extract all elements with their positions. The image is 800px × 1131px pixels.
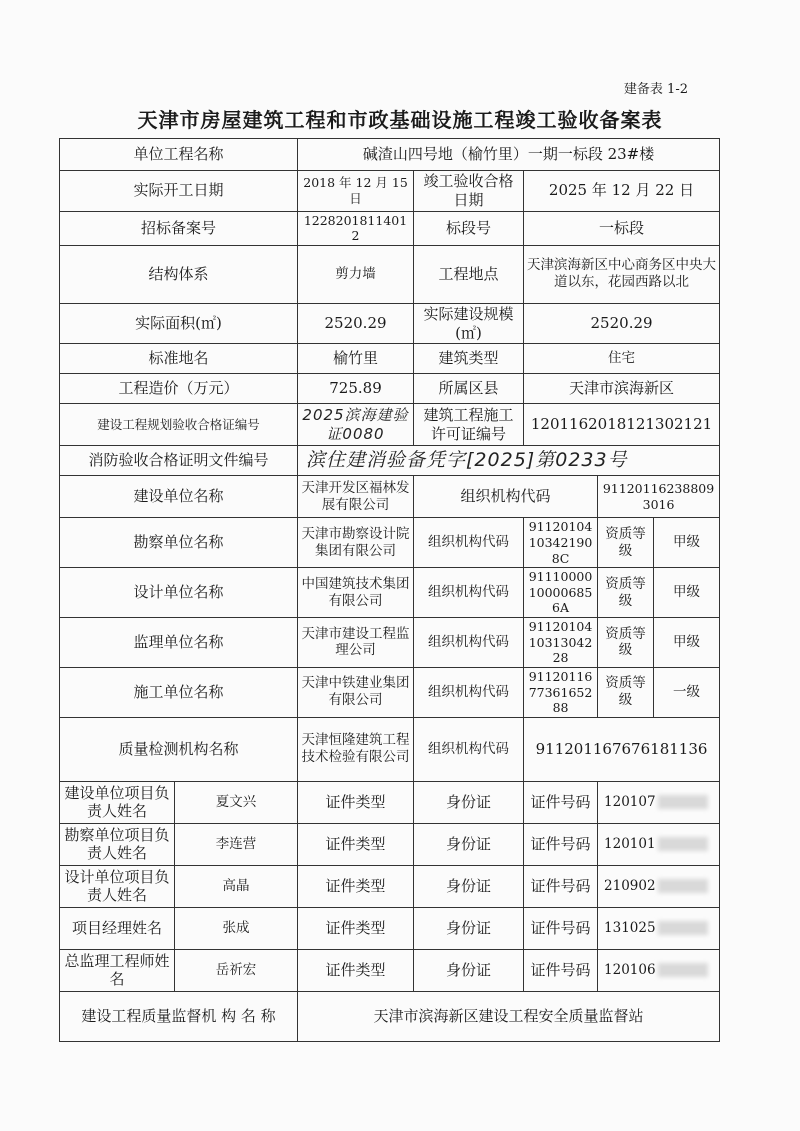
org-name: 中国建筑技术集团有限公司	[298, 568, 414, 618]
qual-grade-label: 资质等级	[598, 618, 654, 668]
id-no-label: 证件号码	[524, 823, 598, 865]
label-cost: 工程造价（万元）	[60, 374, 298, 404]
id-type-label: 证件类型	[298, 823, 414, 865]
org-name: 天津开发区福林发展有限公司	[298, 476, 414, 518]
label-building-type: 建筑类型	[414, 344, 524, 374]
org-name: 天津市勘察设计院集团有限公司	[298, 518, 414, 568]
row-unit-project	[60, 139, 720, 171]
qual-grade: 甲级	[654, 518, 720, 568]
id-prefix: 120101	[604, 835, 656, 852]
row-tender	[60, 211, 720, 245]
row-fire-cert	[60, 446, 720, 476]
row-cost	[60, 374, 720, 404]
value-cost: 725.89	[298, 374, 414, 404]
value-area: 2520.29	[298, 303, 414, 344]
org-name: 天津市建设工程监理公司	[298, 618, 414, 668]
org-code-label: 组织机构代码	[414, 518, 524, 568]
org-code: 911201167736165288	[524, 667, 598, 717]
person-role: 设计单位项目负责人姓名	[60, 865, 175, 907]
value-section-no: 一标段	[524, 211, 720, 245]
redacted-blur	[658, 879, 708, 893]
label-structure: 结构体系	[60, 245, 298, 303]
org-name: 天津中铁建业集团有限公司	[298, 667, 414, 717]
org-code: 911201041031304228	[524, 618, 598, 668]
org-name: 天津恒隆建筑工程技术检验有限公司	[298, 717, 414, 781]
id-no-value	[598, 949, 720, 991]
qual-grade: 甲级	[654, 568, 720, 618]
id-type-value: 身份证	[414, 781, 524, 823]
row-org-supervision	[60, 618, 720, 668]
org-code: 91110000100006856A	[524, 568, 598, 618]
value-planning-cert: 2025滨海建验证0080	[298, 404, 414, 446]
redacted-blur	[658, 963, 708, 977]
org-code: 911201162388093016	[598, 476, 720, 518]
value-scale: 2520.29	[524, 303, 720, 344]
row-person	[60, 865, 720, 907]
person-role: 总监理工程师姓名	[60, 949, 175, 991]
qual-grade-label: 资质等级	[598, 568, 654, 618]
id-type-label: 证件类型	[298, 949, 414, 991]
person-role: 建设单位项目负责人姓名	[60, 781, 175, 823]
value-tender-no: 12282018114012	[298, 211, 414, 245]
id-prefix: 120107	[604, 793, 656, 810]
row-person	[60, 823, 720, 865]
form-code: 建备表 1-2	[623, 82, 688, 97]
row-person	[60, 781, 720, 823]
label-std-name: 标准地名	[60, 344, 298, 374]
org-role: 质量检测机构名称	[60, 717, 298, 781]
filing-form-table	[59, 138, 720, 1042]
id-type-value: 身份证	[414, 865, 524, 907]
id-type-value: 身份证	[414, 823, 524, 865]
org-role: 监理单位名称	[60, 618, 298, 668]
org-code-label: 组织机构代码	[414, 667, 524, 717]
value-fire-cert: 滨住建消验备凭字[2025]第0233号	[298, 446, 720, 476]
value-structure: 剪力墙	[298, 245, 414, 303]
row-dates	[60, 171, 720, 212]
org-role: 设计单位名称	[60, 568, 298, 618]
person-name: 岳祈宏	[175, 949, 298, 991]
label-acceptance-date: 竣工验收合格日期	[414, 171, 524, 212]
id-prefix: 120106	[604, 961, 656, 978]
label-permit-no: 建筑工程施工许可证编号	[414, 404, 524, 446]
id-no-value	[598, 865, 720, 907]
page-title: 天津市房屋建筑工程和市政基础设施工程竣工验收备案表	[137, 108, 663, 132]
id-type-value: 身份证	[414, 949, 524, 991]
id-no-value	[598, 781, 720, 823]
label-tender-no: 招标备案号	[60, 211, 298, 245]
value-acceptance-date: 2025 年 12 月 22 日	[524, 171, 720, 212]
id-no-label: 证件号码	[524, 865, 598, 907]
person-name: 夏文兴	[175, 781, 298, 823]
value-location: 天津滨海新区中心商务区中央大道以东，花园西路以北	[524, 245, 720, 303]
id-no-label: 证件号码	[524, 949, 598, 991]
value-unit-project: 碱渣山四号地（榆竹里）一期一标段 23#楼	[298, 139, 720, 171]
qual-grade: 一级	[654, 667, 720, 717]
org-code: 911201167676181136	[524, 717, 720, 781]
row-org-design	[60, 568, 720, 618]
org-code: 91120104103421908C	[524, 518, 598, 568]
row-planning-cert	[60, 404, 720, 446]
row-structure	[60, 245, 720, 303]
label-unit-project: 单位工程名称	[60, 139, 298, 171]
value-supervision-agency: 天津市滨海新区建设工程安全质量监督站	[298, 991, 720, 1041]
value-district: 天津市滨海新区	[524, 374, 720, 404]
row-org-construction	[60, 667, 720, 717]
id-no-label: 证件号码	[524, 907, 598, 949]
value-building-type: 住宅	[524, 344, 720, 374]
label-fire-cert: 消防验收合格证明文件编号	[60, 446, 298, 476]
person-role: 勘察单位项目负责人姓名	[60, 823, 175, 865]
label-scale: 实际建设规模(㎡)	[414, 303, 524, 344]
label-location: 工程地点	[414, 245, 524, 303]
row-area	[60, 303, 720, 344]
redacted-blur	[658, 837, 708, 851]
label-area: 实际面积(㎡)	[60, 303, 298, 344]
value-permit-no: 1201162018121302121	[524, 404, 720, 446]
id-type-label: 证件类型	[298, 781, 414, 823]
org-code-label: 组织机构代码	[414, 717, 524, 781]
id-type-label: 证件类型	[298, 865, 414, 907]
row-org-builder	[60, 476, 720, 518]
id-no-value	[598, 823, 720, 865]
value-std-name: 榆竹里	[298, 344, 414, 374]
qual-grade-label: 资质等级	[598, 667, 654, 717]
id-prefix: 131025	[604, 919, 656, 936]
label-planning-cert: 建设工程规划验收合格证编号	[60, 404, 298, 446]
person-name: 李连营	[175, 823, 298, 865]
id-type-value: 身份证	[414, 907, 524, 949]
row-person	[60, 907, 720, 949]
org-role: 建设单位名称	[60, 476, 298, 518]
row-std-name	[60, 344, 720, 374]
id-no-value	[598, 907, 720, 949]
row-supervision-agency	[60, 991, 720, 1041]
id-type-label: 证件类型	[298, 907, 414, 949]
org-code-label: 组织机构代码	[414, 476, 598, 518]
value-start-date: 2018 年 12 月 15 日	[298, 171, 414, 212]
qual-grade: 甲级	[654, 618, 720, 668]
row-org-survey	[60, 518, 720, 568]
org-role: 施工单位名称	[60, 667, 298, 717]
label-start-date: 实际开工日期	[60, 171, 298, 212]
row-person	[60, 949, 720, 991]
label-supervision-agency: 建设工程质量监督机 构 名 称	[60, 991, 298, 1041]
label-section-no: 标段号	[414, 211, 524, 245]
qual-grade-label: 资质等级	[598, 518, 654, 568]
person-role: 项目经理姓名	[60, 907, 175, 949]
person-name: 高晶	[175, 865, 298, 907]
redacted-blur	[658, 795, 708, 809]
org-code-label: 组织机构代码	[414, 568, 524, 618]
redacted-blur	[658, 921, 708, 935]
person-name: 张成	[175, 907, 298, 949]
row-org-testing	[60, 717, 720, 781]
id-prefix: 210902	[604, 877, 656, 894]
label-district: 所属区县	[414, 374, 524, 404]
org-code-label: 组织机构代码	[414, 618, 524, 668]
id-no-label: 证件号码	[524, 781, 598, 823]
org-role: 勘察单位名称	[60, 518, 298, 568]
